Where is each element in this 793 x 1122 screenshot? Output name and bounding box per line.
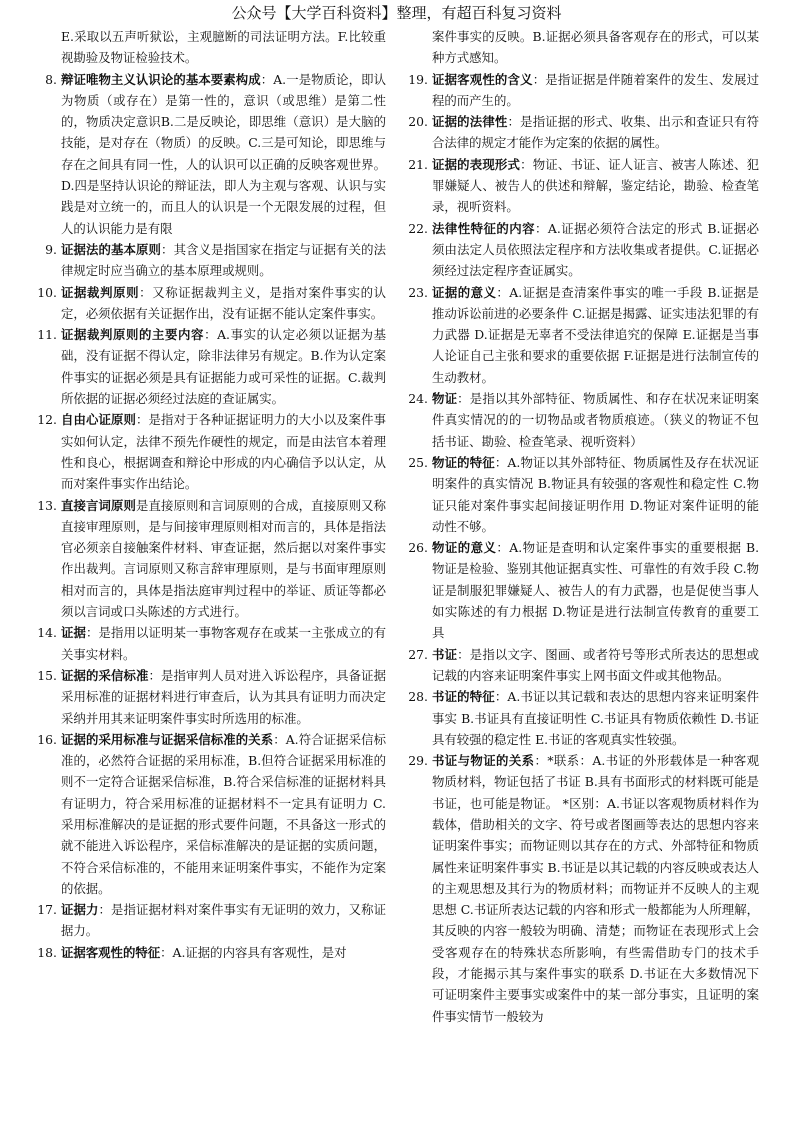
term-separator: ： [520, 156, 533, 172]
definition-text: *联系：A.书证的外形载体是一种客观物质材料，物证包括了书证 B.具有书面形式的材料既可能是书证，也可能是物证。 *区别：A.书证以客观物质材料作为载体，借助相关的文字、符号或者图画等表达的思想内容来证明案件事实；而物证则以其存在的方式、外部特征和物质属性来证明案件事实 B.书证是以其记载的内容反映或表达人的主观思想及其行为的物质材料；而物证并不反映人的主观思想 C.书证所表达记载的内容和形式一般都能为人所理解，其反映的内容一般较为明确、清楚；而物证在表现形式上会受客观存在的特殊状态所影响，有些需借助专门的技术手段，才能揭示其与案件事实的联系 D.书证在大多数情况下可证明案件主要事实或案件中的某一部分事实，且证明的案件事实情节一般较为 [432, 753, 759, 1024]
term-separator: ： [494, 454, 508, 470]
list-item [34, 239, 386, 282]
definition-text: 又称证据裁判主义，是指对案件事实的认定，必须依据有关证据作出，没有证据不能认定案件事实。 [61, 284, 387, 321]
definition-text: 是指对于各种证据证明力的大小以及案件事实如何认定，法律不预先作硬性的规定，而是由法官本着理性和良心，根据调查和辩论中形成的内心确信予以认定，从而对案件事实作出结论。 [61, 412, 387, 492]
term-heading: 证据裁判原则的主要内容 [61, 327, 205, 343]
term-heading: 辩证唯物主义认识论的基本要素构成 [61, 71, 261, 87]
term-heading: 证据裁判原则 [61, 284, 140, 300]
list-item [405, 69, 759, 112]
term-separator: ： [496, 540, 510, 556]
definition-text: A.书证以其记载和表达的思想内容来证明案件事实 B.书证具有直接证明性 C.书证具有物质依赖性 D.书证具有较强的稳定性 E.书证的客观真实性较强。 [432, 689, 760, 747]
term-separator: ： [139, 284, 153, 300]
list-item [34, 899, 386, 942]
item-number: 11. [37, 327, 57, 343]
term-heading: 书证的特征 [432, 689, 495, 705]
continued-text: E.采取以五声听狱讼，主观臆断的司法证明方法。F.比较重视勘验及物证检验技术。 [61, 29, 386, 66]
list-item [405, 686, 759, 750]
term-heading: 证据力 [61, 902, 99, 918]
term-separator: ： [260, 71, 274, 87]
definition-text: 是指以其外部特征、物质属性、和存在状况来证明案件真实情况的的一切物品或者物质痕迹。（狭义的物证不包括书证、勘验、检查笔录、视听资料） [432, 391, 760, 449]
definition-text: A.符合证据采信标准的，必然符合证据的采用标准，B.但符合证据采用标准的则不一定符合证据采信标准，B.符合采信标准的证据材料具有证明力，符合采用标准的证据材料不一定具有证明力 C.采用标准解决的是证据的形式要件问题，不具备这一形式的就不能进入诉讼程序，采信标准解决的是证据的实质问题，不符合采信标准的，不能用来证明案件事实，不能作为定案的依据。 [61, 731, 386, 896]
term-heading: 证据客观性的含义 [432, 71, 533, 87]
item-number: 28. [408, 689, 428, 705]
list-item [34, 69, 386, 239]
definition-text: 物证、书证、证人证言、被害人陈述、犯罪嫌疑人、被告人的供述和辩解，鉴定结论，勘验、检查笔录，视听资料。 [432, 156, 760, 215]
definition-text: 是直接原则和言词原则的合成，直接原则又称直接审理原则，是与间接审理原则相对而言的，具体是指法官必须亲自接触案件材料、审查证据，然后据以对案件事实作出裁判。言词原则又称言辞审理原则，是与书面审理原则相对而言的，具体是指法庭审判过程中的举证、质证等都必须以言词或口头陈述的方式进行。 [61, 497, 387, 620]
list-item [34, 409, 386, 494]
definition-text: 是指证据是伴随着案件的发生、发展过程的而产生的。 [432, 71, 760, 108]
definition-text: 是指证据材料对案件事实有无证明的效力，又称证据力。 [61, 902, 387, 939]
term-heading: 物证 [432, 391, 458, 407]
item-number: 19. [408, 71, 428, 87]
list-item [34, 729, 386, 899]
list-item [405, 452, 759, 537]
term-separator: ： [507, 114, 521, 130]
term-separator: ： [273, 731, 286, 747]
definition-text: 是指以文字、图画、或者符号等形式所表达的思想或记载的内容来证明案件事实上网书面文件或其他物品。 [432, 646, 760, 683]
term-heading: 法律性特征的内容 [432, 220, 536, 236]
term-heading: 物证的特征 [432, 454, 495, 470]
list-item [34, 622, 386, 665]
definition-text: 是指证据的形式、收集、出示和查证只有符合法律的规定才能作为定案的依据的属性。 [432, 114, 760, 151]
term-separator: ： [136, 412, 149, 428]
term-separator: ： [86, 625, 99, 641]
item-number: 8. [45, 71, 57, 87]
item-number: 21. [408, 156, 428, 172]
item-number: 29. [408, 753, 428, 769]
term-heading: 书证与物证的关系 [432, 753, 535, 769]
term-separator: ： [161, 241, 174, 257]
term-heading: 物证的意义 [432, 540, 497, 556]
term-separator: ： [494, 689, 508, 705]
definition-text: 是指用以证明某一事物客观存在或某一主张成立的有关事实材料。 [61, 625, 387, 662]
definition-text: A.物证以其外部特征、物质属性及存在状况证明案件的真实情况 B.物证具有较强的客观性和稳定性 C.物证只能对案件事实起间接证明作用 D.物证对案件证明的能动性不够。 [432, 454, 760, 534]
item-number: 10. [37, 284, 57, 300]
definition-text: A.证据是查清案件事实的唯一手段 B.证据是推动诉讼前进的必要条件 C.证据是揭露、证实违法犯罪的有力武器 D.证据是无辜者不受法律追究的保障 E.证据是当事人论证自己主张和要求的重要依据 F.证据是进行法制宣传的生动教材。 [432, 284, 760, 385]
continued-text: 案件事实的反映。B.证据必须具备客观存在的形式，可以某种方式感知。 [432, 29, 759, 66]
term-separator: ： [496, 284, 510, 300]
page-header: 公众号【大学百科资料】整理，有超百科复习资料 [231, 4, 562, 22]
item-number: 25. [408, 454, 428, 470]
list-item [405, 388, 759, 452]
definition-text: A.一是物质论，即认为物质（或存在）是第一性的，意识（或思维）是第二性的，物质决定意识B.二是反映论，即思维（意识）是大脑的技能，是对存在（物质）的反映。C.三是可知论，即思维与存在之间具有同一性，人的认识可以正确的反映客观世界。D.四是坚持认识论的辩证法，即人为主观与客观、认识与实践是对立统一的，而且人的认识是一个无限发展的过程，但人的认识能力是有限 [61, 71, 386, 236]
term-heading: 证据客观性的特征 [61, 944, 161, 960]
item-number: 13. [37, 497, 57, 513]
item-number: 14. [37, 625, 57, 641]
term-heading: 证据法的基本原则 [61, 241, 162, 257]
list-item [34, 942, 386, 963]
list-item [405, 537, 759, 643]
item-number: 12. [37, 412, 57, 428]
item-number: 15. [37, 667, 57, 683]
term-heading: 证据的采信标准 [61, 667, 149, 683]
term-heading: 直接言词原则 [61, 497, 137, 513]
term-separator: ： [148, 667, 162, 683]
left-item-list [34, 69, 386, 963]
list-item [34, 665, 386, 729]
term-separator: ： [535, 220, 548, 236]
term-separator: ： [457, 391, 470, 407]
list-item [405, 282, 759, 388]
definition-text: A.证据必须符合法定的形式 B.证据必须由法定人员依照法定程序和方法收集或者提供。C.证据必须经过法定程序查证属实。 [432, 220, 760, 279]
definition-text: 是指审判人员对进入诉讼程序，具备证据采用标准的证据材料进行审查后，认为其具有证明力而决定采纳并用其来证明案件事实时所选用的标准。 [61, 667, 387, 726]
item-number: 16. [37, 731, 57, 747]
list-item [405, 218, 759, 282]
item-number: 20. [408, 114, 428, 130]
left-column [34, 26, 386, 963]
term-heading: 自由心证原则 [61, 412, 137, 428]
right-item-list [405, 69, 759, 1027]
definition-text: A.物证是查明和认定案件事实的重要根据 B.物证是检验、鉴别其他证据真实性、可靠性的有效手段 C.物证是制服犯罪嫌疑人、被告人的有力武器，也是促使当事人如实陈述的有力根据 D.物证是进行法制宣传教育的重要工具 [432, 540, 760, 641]
list-item [405, 644, 759, 687]
term-heading: 证据 [61, 625, 87, 641]
term-separator: ： [532, 71, 546, 87]
term-separator: ： [98, 902, 112, 918]
item-number: 9. [45, 241, 57, 257]
term-heading: 证据的表现形式 [432, 156, 521, 172]
list-item [34, 324, 386, 409]
term-separator: ： [204, 327, 218, 343]
right-column [405, 26, 759, 1027]
list-item [405, 154, 759, 218]
definition-text: A.证据的内容具有客观性，是对 [172, 944, 347, 960]
list-item [34, 282, 386, 325]
term-heading: 证据的意义 [432, 284, 497, 300]
definition-text: 其含义是指国家在指定与证据有关的法律规定时应当确立的基本原理或规则。 [61, 241, 387, 279]
item-number: 26. [408, 540, 428, 556]
list-item [405, 750, 759, 1027]
item-number: 24. [408, 391, 428, 407]
item-number: 22. [408, 220, 428, 236]
list-item [405, 111, 759, 154]
term-heading: 证据的法律性 [432, 114, 508, 130]
item-number: 18. [37, 944, 57, 960]
term-separator: ： [160, 944, 173, 960]
term-separator: ： [534, 753, 548, 769]
item-number: 17. [37, 902, 57, 918]
definition-text: A.事实的认定必须以证据为基础，没有证据不得认定，除非法律另有规定。B.作为认定案件事实的证据必须是具有证据能力或可采性的证据。C.裁判所依据的证据必须经过法庭的查证属实。 [61, 327, 387, 407]
term-heading: 证据的采用标准与证据采信标准的关系 [61, 731, 274, 747]
list-item [34, 495, 386, 623]
term-heading: 书证 [432, 646, 458, 662]
term-separator: ： [457, 646, 470, 662]
item-number: 27. [408, 646, 428, 662]
item-number: 23. [408, 284, 428, 300]
